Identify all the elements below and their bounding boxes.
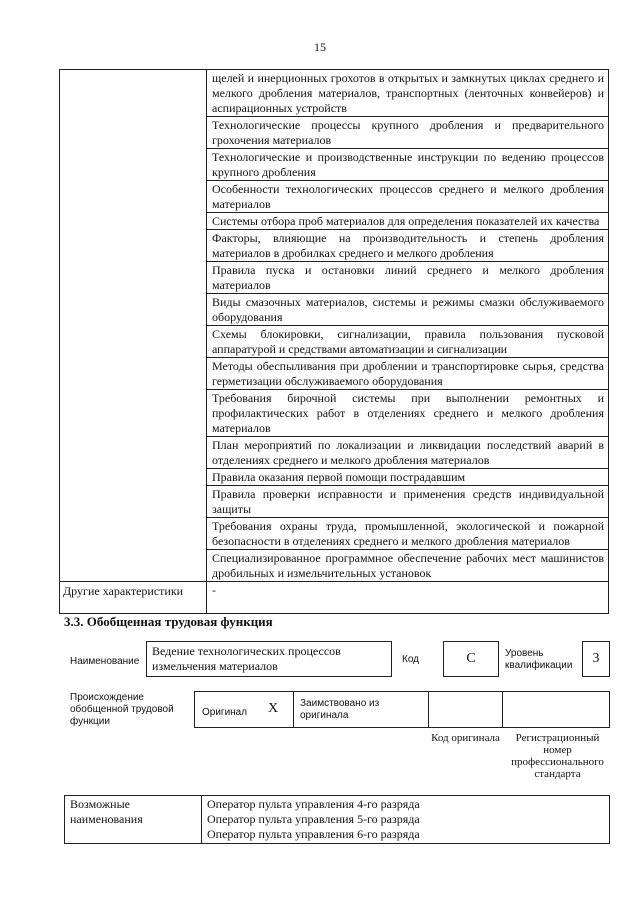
knowledge-item: Системы отбора проб материалов для определения показателей их качества	[207, 213, 609, 230]
knowledge-item: щелей и инерционных грохотов в открытых и замкнутых циклах среднего и мелкого дробления материалов, транспортных (ленточных конвейеров) и аспирационных устройств	[207, 70, 609, 117]
knowledge-item: Технологические и производственные инструкции по ведению процессов крупного дробления	[207, 149, 609, 181]
possible-name-item: Оператор пульта управления 6-го разряда	[207, 827, 420, 841]
possible-name-item: Оператор пульта управления 5-го разряда	[207, 812, 420, 826]
knowledge-item: Виды смазочных материалов, системы и режимы смазки обслуживаемого оборудования	[207, 294, 609, 326]
function-code-value: C	[443, 641, 499, 677]
section-title: 3.3. Обобщенная трудовая функция	[64, 614, 273, 629]
knowledge-item: Требования охраны труда, промышленной, экологической и пожарной безопасности в отделениях среднего и мелкого дробления материалов	[207, 518, 609, 550]
other-characteristics-row	[60, 582, 609, 614]
knowledge-item: Факторы, влияющие на производительность и степень дробления материалов в дробилках среднего и мелкого дробления	[207, 230, 609, 262]
borrowed-label: Заимствовано из оригинала	[300, 698, 380, 721]
knowledge-label-cell	[60, 70, 207, 582]
original-label: Оригинал	[202, 707, 248, 718]
knowledge-row	[60, 70, 609, 117]
knowledge-item: Требования бирочной системы при выполнении ремонтных и профилактических работ в отделениях среднего и мелкого дробления материалов	[207, 390, 609, 437]
knowledge-item: Специализированное программное обеспечение рабочих мест машинистов дробильных и измельчительных установок	[207, 550, 609, 582]
knowledge-item: Технологические процессы крупного дробления и предварительного грохочения материалов	[207, 117, 609, 149]
level-label: Уровень квалификации	[505, 648, 573, 671]
knowledge-item: Правила пуска и остановки линий среднего и мелкого дробления материалов	[207, 262, 609, 294]
other-characteristics-value: -	[207, 582, 609, 614]
reg-number-caption: Регистрационный номер профессионального стандарта	[511, 732, 604, 780]
name-label: Наименование	[70, 656, 140, 667]
knowledge-item: Схемы блокировки, сигнализации, правила пользования пусковой аппаратурой и средствами автоматизации и сигнализации	[207, 326, 609, 358]
possible-name-item: Оператор пульта управления 4-го разряда	[207, 797, 420, 811]
knowledge-item: План мероприятий по локализации и ликвидации последствий аварий в отделениях среднего и мелкого дробления материалов	[207, 437, 609, 469]
possible-names-label: Возможные наименования	[65, 796, 202, 844]
knowledge-item: Методы обеспыливания при дроблении и транспортировке сырья, средства герметизации обслуживаемого оборудования	[207, 358, 609, 390]
original-mark: X	[268, 701, 279, 716]
knowledge-item: Особенности технологических процессов среднего и мелкого дробления материалов	[207, 181, 609, 213]
code-label: Код	[402, 654, 420, 665]
level-value: 3	[582, 641, 610, 677]
other-characteristics-label: Другие характеристики	[60, 582, 207, 614]
origin-label: Происхождение обобщенной трудовой функции	[70, 692, 174, 727]
code-original-caption: Код оригинала	[431, 732, 500, 744]
origin-code-cell	[428, 691, 503, 728]
possible-names-table	[64, 795, 610, 844]
page-number: 15	[314, 40, 326, 54]
knowledge-item: Правила оказания первой помощи пострадавшим	[207, 469, 609, 486]
function-name-value: Ведение технологических процессов измельчения материалов	[146, 641, 392, 677]
possible-names-cell	[202, 796, 610, 844]
knowledge-table	[59, 69, 609, 614]
knowledge-item: Правила проверки исправности и применения средств индивидуальной защиты	[207, 486, 609, 518]
